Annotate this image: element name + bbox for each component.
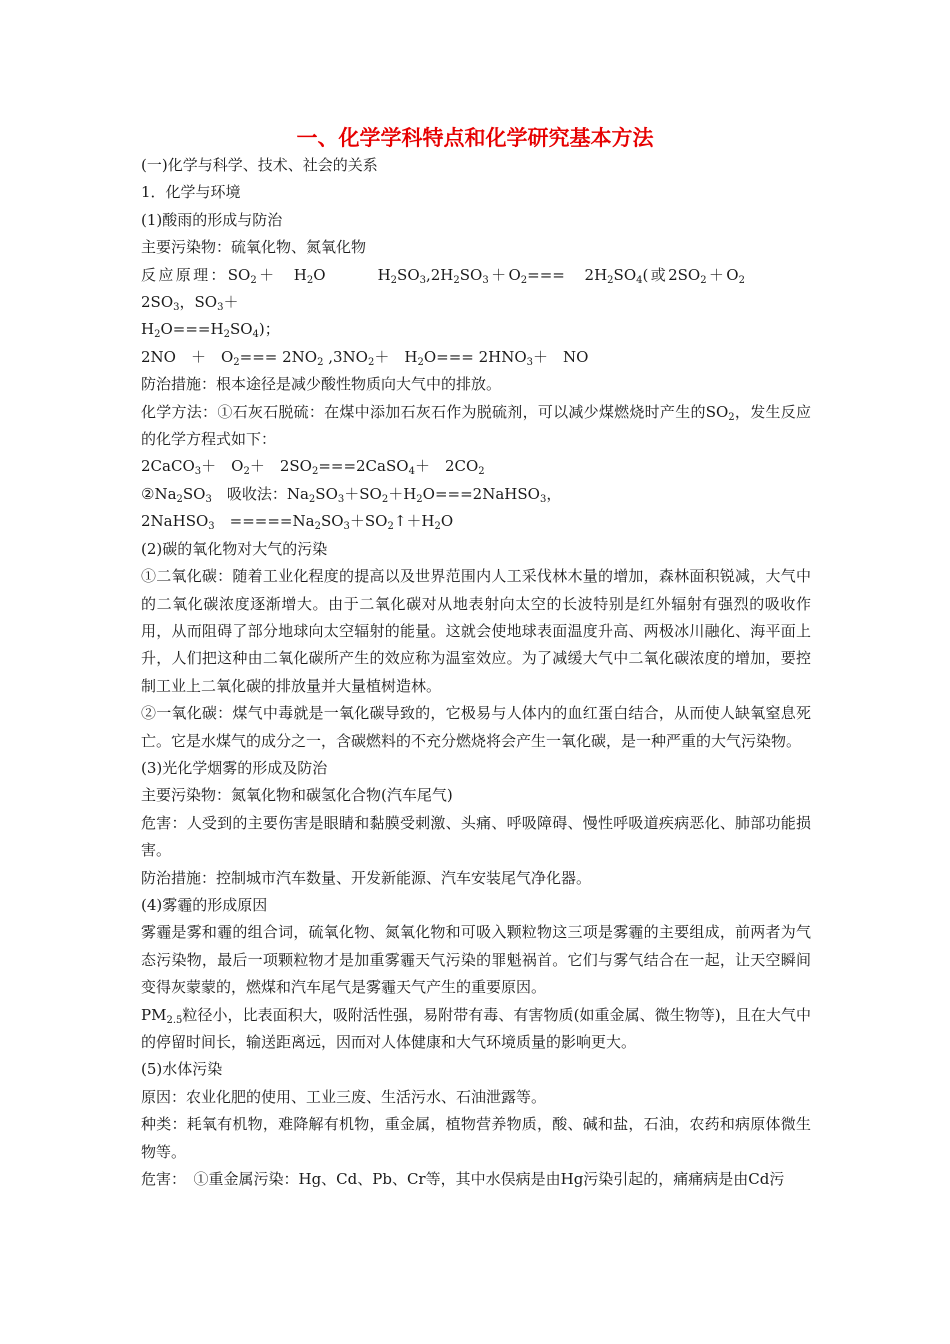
paragraph: ②一氧化碳：煤气中毒就是一氧化碳导致的，它极易与人体内的血红蛋白结合，从而使人缺氧窒息死亡。它是水煤气的成分之一，含碳燃料的不充分燃烧将会产生一氧化碳，是一种严重的大气污染物。 (141, 704, 811, 750)
subsection-heading: 1．化学与环境 (141, 183, 241, 202)
equation-line: 2CaCO$_3$＋ $O_2+$ $2SO_2===2CaSO_4+$ $2CO_2$ (141, 457, 485, 478)
equation-line: 反应原理：$SO_2+$ $H_2O$ $H_2SO_3,2H_2SO_3+O_2===$ $2H_2SO_4$(或$2SO_2+O_22SO_3$，$SO_3+$ (141, 265, 745, 314)
paragraph: 雾霾是雾和霾的组合词，硫氧化物、氮氧化物和可吸入颗粒物这三项是雾霾的主要组成，前两者为气态污染物，最后一项颗粒物才是加重雾霾天气污染的罪魁祸首。它们与雾气结合在一起，让天空瞬间变得灰蒙蒙的，燃煤和汽车尾气是雾霾天气产生的重要原因。 (141, 923, 811, 997)
topic-heading: (2)碳的氧化物对大气的污染 (141, 539, 328, 558)
paragraph: $PM_{2.5}$粒径小，比表面积大，吸附活性强，易附带有毒、有害物质(如重金属、微生物等)，且在大气中的停留时间长，输送距离远，因而对人体健康和大气环境质量的影响更大。 (141, 1005, 811, 1051)
topic-heading: (5)水体污染 (141, 1060, 223, 1079)
paragraph: 主要污染物：硫氧化物、氮氧化物 (141, 238, 367, 257)
paragraph: 防治措施：控制城市汽车数量、开发新能源、汽车安装尾气净化器。 (141, 868, 592, 887)
paragraph: ①二氧化碳：随着工业化程度的提高以及世界范围内人工采伐林木量的增加，森林面积锐减，大气中的二氧化碳浓度逐渐增大。由于二氧化碳对从地表射向太空的长波特别是红外辐射有强烈的吸收作用，从而阻碍了部分地球向太空辐射的能量。这就会使地球表面温度升高、两极冰川融化、海平面上升，人们把这种由二氧化碳所产生的效应称为温室效应。为了减缓大气中二氧化碳浓度的增加，要控制工业上二氧化碳的排放量并大量植树造林。 (141, 567, 811, 695)
equation-line: $H_2O===H_2SO_4$)； (141, 320, 280, 341)
paragraph: 危害： ①重金属污染：Hg、Cd、Pb、Cr等，其中水俣病是由Hg污染引起的，痛痛病是由Cd污 (141, 1170, 785, 1189)
paragraph: 原因：农业化肥的使用、工业三废、生活污水、石油泄露等。 (141, 1087, 547, 1106)
topic-heading: (3)光化学烟雾的形成及防治 (141, 758, 328, 777)
paragraph: 种类：耗氧有机物，难降解有机物，重金属，植物营养物质，酸、碱和盐，石油，农药和病原体微生物等。 (141, 1115, 811, 1161)
equation-line: $②Na_2SO_3$ 吸收法：$Na_2SO_3+SO_2+H_2O===2NaHSO_3$， (141, 484, 562, 505)
topic-heading: (4)雾霾的形成原因 (141, 895, 268, 914)
page-title: 一、化学学科特点和化学研究基本方法 (296, 126, 654, 150)
topic-heading: (1)酸雨的形成与防治 (141, 210, 283, 229)
document-body (141, 152, 811, 1193)
section-heading: (一)化学与科学、技术、社会的关系 (141, 156, 378, 174)
paragraph: 防治措施：根本途径是减少酸性物质向大气中的排放。 (141, 375, 502, 394)
equation-line: 2NO ＋ $O_2=== 2NO_2$ $,3NO_2+$ $H_2O=== 2HNO_3+$ NO (141, 347, 589, 368)
paragraph: 危害：人受到的主要伤害是眼睛和黏膜受刺激、头痛、呼吸障碍、慢性呼吸道疾病恶化、肺部功能损害。 (141, 813, 811, 860)
equation-line: 2NaHSO$_3$ $=====Na_2SO_3+SO_2↑+H_2O$ (141, 512, 454, 533)
paragraph: 主要污染物：氮氧化物和碳氢化合物(汽车尾气) (141, 786, 453, 805)
paragraph: 化学方法：①石灰石脱硫：在煤中添加石灰石作为脱硫剂，可以减少煤燃烧时产生的$SO_2$，发生反应的化学方程式如下： (141, 402, 811, 449)
